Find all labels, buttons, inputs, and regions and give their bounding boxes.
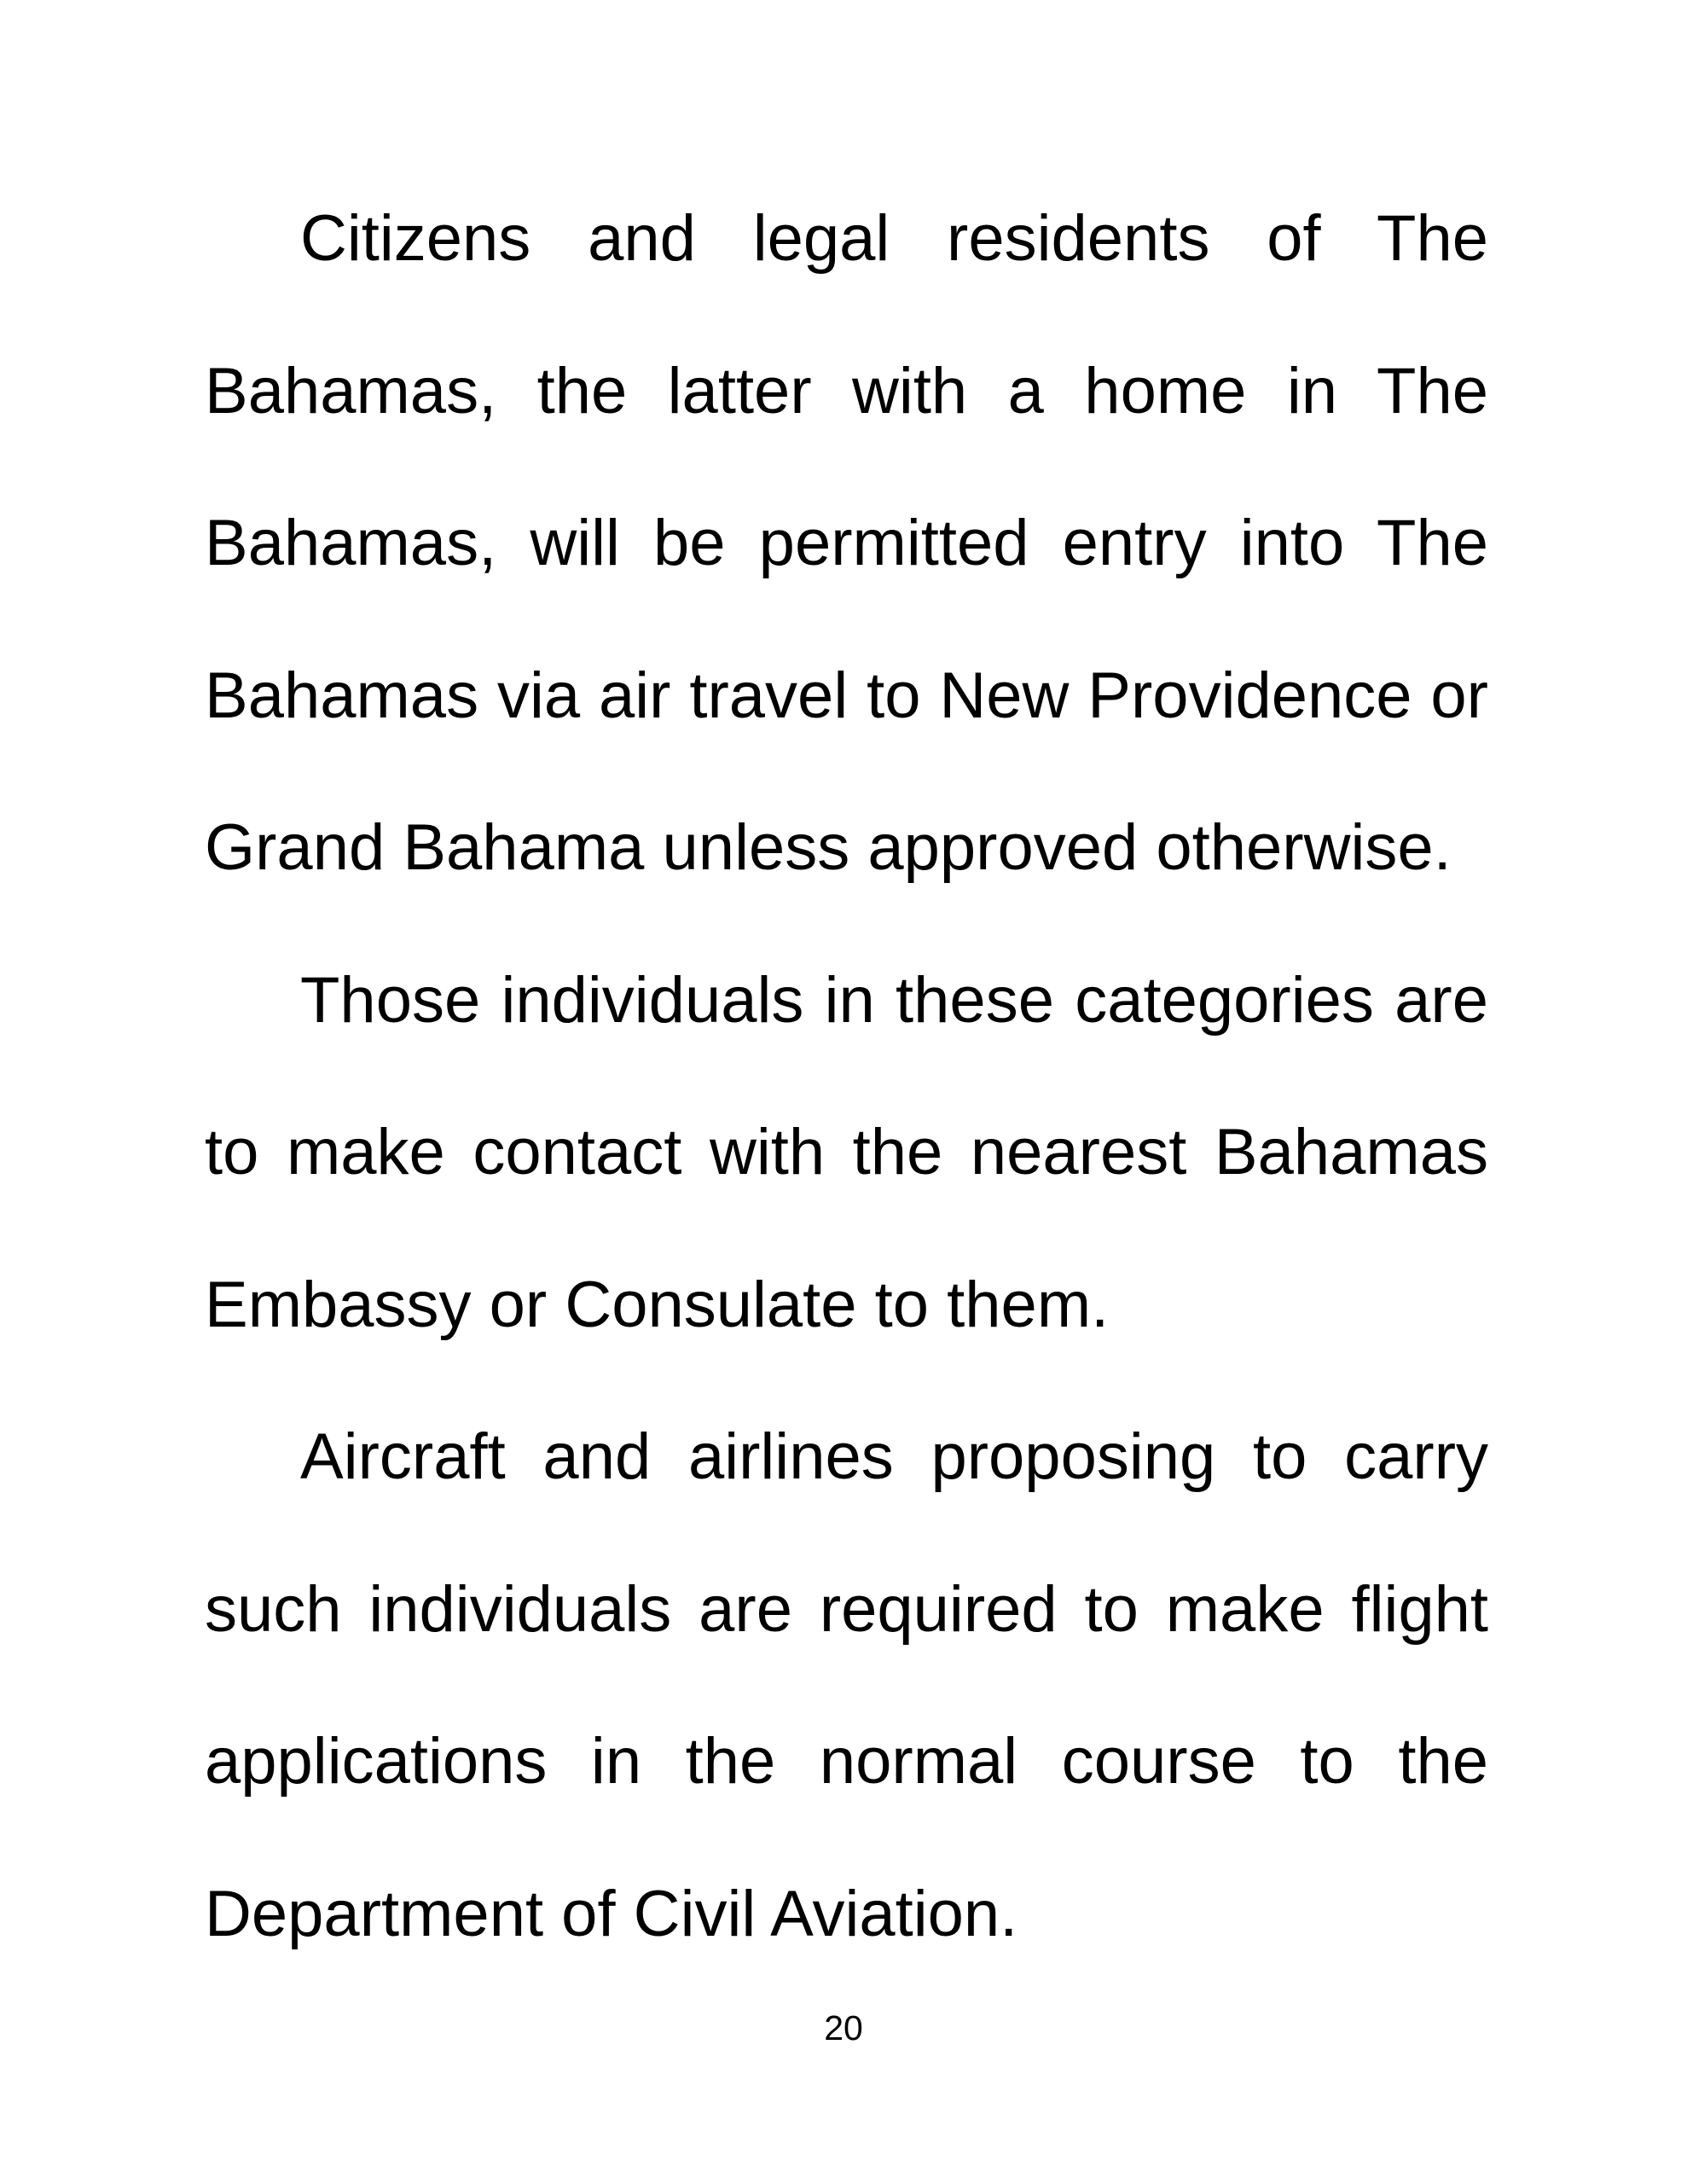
page-footer xyxy=(0,2008,1687,2048)
text-line: applications in the normal course to the xyxy=(205,1725,1488,1798)
text-line: to make contact with the nearest Bahamas xyxy=(205,1116,1488,1188)
text-line: Grand Bahama unless approved otherwise. xyxy=(205,811,1452,884)
page-number: 20 xyxy=(824,2008,863,2048)
text-line: Citizens and legal residents of The xyxy=(300,202,1488,275)
text-line: Embassy or Consulate to them. xyxy=(205,1268,1110,1341)
text-line: Bahamas, will be permitted entry into The xyxy=(205,507,1488,579)
paragraph-3 xyxy=(205,1381,1488,1990)
document-body xyxy=(205,163,1488,1990)
paragraph-1 xyxy=(205,163,1488,925)
text-line: Bahamas, the latter with a home in The xyxy=(205,354,1488,427)
text-line: Aircraft and airlines proposing to carry xyxy=(300,1420,1488,1493)
text-line: such individuals are required to make flight xyxy=(205,1572,1488,1646)
text-line: Those individuals in these categories are xyxy=(300,963,1488,1037)
text-line: Department of Civil Aviation. xyxy=(205,1877,1018,1950)
paragraph-2 xyxy=(205,925,1488,1382)
text-line: Bahamas via air travel to New Providence or xyxy=(205,659,1488,732)
